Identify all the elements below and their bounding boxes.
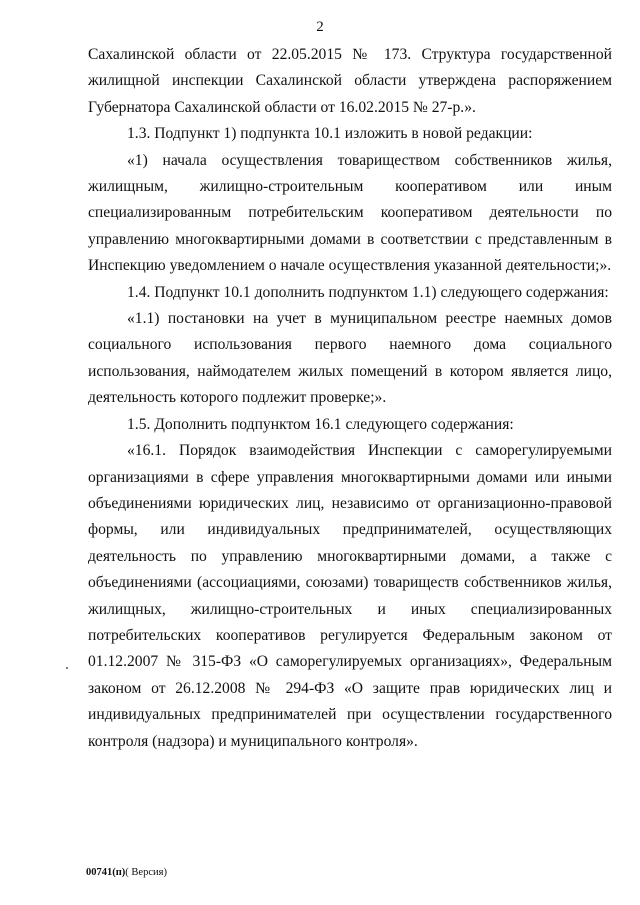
paragraph-1-4-text: «1.1) постановки на учет в муниципальном реестре наемных домов социального использования первого наемного дома социального использования, наймодателем жилых помещений в котором является лицо, деятельность которого подлежит проверке;». xyxy=(88,310,612,407)
paragraph-1-4: 1.4. Подпункт 10.1 дополнить подпунктом 1.1) следующего содержания: xyxy=(127,283,609,301)
scan-speck xyxy=(66,667,68,669)
paragraph-1-3-text: «1) начала осуществления товариществом собственников жилья, жилищным, жилищно-строительным кооперативом или иным специализированным потребительским кооперативом деятельности по управлению многоквартирными домами в соответствии с представленным в Инспекцию уведомлением о начале осуществления указанной деятельности;». xyxy=(88,151,612,275)
document-body xyxy=(88,42,612,755)
paragraph-1-5: 1.5. Дополнить подпунктом 16.1 следующего содержания: xyxy=(127,415,514,433)
paragraph-1-3: 1.3. Подпункт 1) подпункта 10.1 изложить в новой редакции: xyxy=(127,125,533,143)
footer-code xyxy=(86,866,167,880)
footer-version: ( Версия) xyxy=(125,867,167,878)
paragraph-continuation: Сахалинской области от 22.05.2015 № 173. Структура государственной жилищной инспекции Сахалинской области утверждена распоряжением Губернатора Сахалинской области от 16.02.2015 № 27-р.». xyxy=(88,46,612,116)
footer-document-code: 00741(п) xyxy=(86,867,126,878)
paragraph-16-1-text: «16.1. Порядок взаимодействия Инспекции с саморегулируемыми организациями в сфере управления многоквартирными домами или иными объединениями юридических лиц, независимо от организационно-правовой формы, или индивидуальных предпринимателей, осуществляющих деятельность по управлению многоквартирными домами, а также с объединениями (ассоциациями, союзами) товариществ собственников жилья, жилищных, жилищно-строительных и иных специализированных потребительских кооперативов регулируется Федеральным законом от 01.12.2007 № 315-ФЗ «О саморегулируемых организациях», Федеральным законом от 26.12.2008 № 294-ФЗ «О защите прав юридических лиц и индивидуальных предпринимателей при осуществлении государственного контроля (надзора) и муниципального контроля». xyxy=(88,442,612,750)
page-number: 2 xyxy=(316,19,324,35)
